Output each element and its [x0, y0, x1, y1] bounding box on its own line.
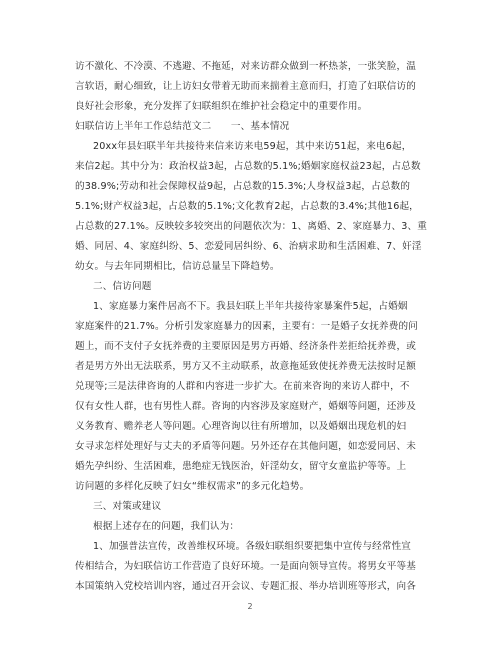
text-line: 兑现等;三是法律咨询的人群和内容进一步扩大。在前来咨询的来访人群中，不	[75, 381, 410, 392]
text-line: 二、信访问题	[93, 281, 152, 292]
text-line: 的38.9%;劳动和社会保障权益9起，占总数的15.3%;人身权益3起，占总数的	[75, 181, 411, 192]
text-line: 访不激化、不冷漠、不逃避、不拖延，对来访群众做到一杯热茶，一张笑脸，温	[75, 61, 417, 72]
text-line: 仅有女性人群，也有男性人群。咨询的内容涉及家庭财产，婚姻等问题，还涉及	[75, 401, 417, 412]
text-line: 20xx年县妇联半年共接待来信来访来电59起，其中来访51起，来电6起，	[93, 141, 412, 152]
text-line: 1、家庭暴力案件居高不下。我县妇联上半年共接待家暴案件5起，占婚姻	[93, 301, 408, 312]
text-line: 妇联信访上半年工作总结范文二 一、基本情况	[75, 121, 290, 132]
page-number: 2	[247, 602, 253, 611]
text-line: 女寻求怎样处理好与丈夫的矛盾等问题。另外还存在其他问题，如恋爱同居、未	[75, 441, 417, 452]
text-line: 本国策纳入党校培训内容，通过召开会议、专题汇报、举办培训班等形式，向各	[75, 581, 417, 592]
text-line: 1、加强普法宣传，改善维权环境。各级妇联组织要把集中宣传与经常性宣	[93, 541, 412, 552]
text-line: 家庭案件的21.7%。分析引发家庭暴力的因素，主要有：一是婚子女抚养费的问	[75, 321, 419, 332]
text-line: 访问题的多样化反映了妇女“维权需求”的多元化趋势。	[75, 481, 310, 492]
text-line: 三、对策或建议	[93, 501, 162, 512]
text-line: 题上，而不支付子女抚养费的主要原因是男方再婚、经济条件差拒给抚养费，或	[75, 341, 417, 352]
text-line: 良好社会形象，充分发挥了妇联组织在维护社会稳定中的重要作用。	[75, 101, 368, 112]
text-line: 者是男方外出无法联系，男方又不主动联系，故意拖延致使抚养费无法按时足额	[75, 361, 417, 372]
text-line: 传相结合，为妇联信访工作营造了良好环境。一是面向领导宣传。将男女平等基	[75, 561, 417, 572]
text-line: 婚、同居、4、家庭纠纷、5、恋爱同居纠纷、6、治病求助和生活困难、7、奸淫	[75, 241, 422, 252]
text-line: 言软语，耐心细致，让上访妇女带着无助而来揣着主意而归，打造了妇联信访的	[75, 81, 417, 92]
text-line: 5.1%;财产权益3起，占总数的5.1%;文化教育2起，占总数的3.4%;其他16起，	[75, 201, 419, 212]
text-line: 义务教育、赡养老人等问题。心理咨询以往有所增加，以及婚姻出现危机的妇	[75, 421, 407, 432]
text-line: 占总数的27.1%。反映较多较突出的问题依次为：1、离婚、2、家庭暴力、3、重	[75, 221, 428, 232]
text-line: 根据上述存在的问题，我们认为：	[93, 521, 240, 532]
text-line: 婚先孕纠纷、生活困难，患绝症无钱医治，奸淫幼女，留守女童监护等等。上	[75, 461, 407, 472]
text-line: 来信2起。其中分为：政治权益3起，占总数的5.1%;婚姻家庭权益23起，占总数	[75, 161, 421, 172]
text-line: 幼女。与去年同期相比，信访总量呈下降趋势。	[75, 261, 280, 272]
